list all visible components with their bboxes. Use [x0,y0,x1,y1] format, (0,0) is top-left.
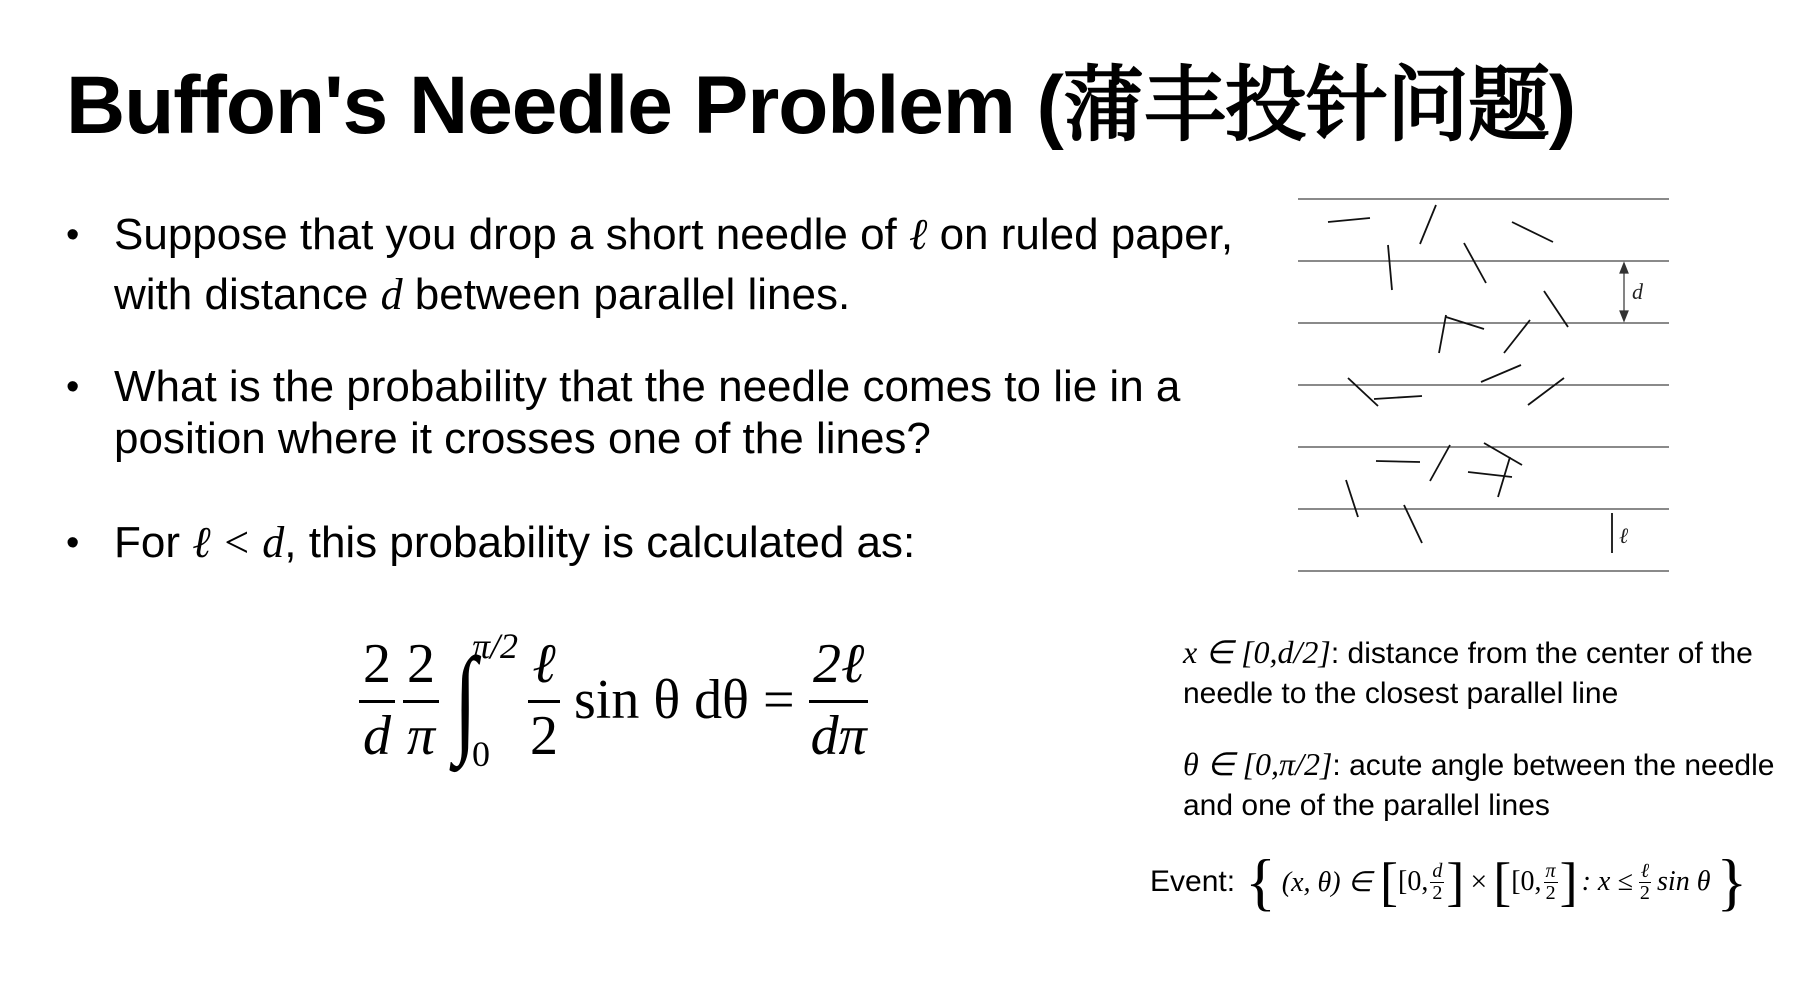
bullet-1-text-a: Suppose that you drop a short needle of [114,210,910,259]
x-description: : distance from the center of the needle to the closest parallel line [1183,637,1753,710]
bracket-open-1: [ [1380,852,1398,912]
sine-term: sin θ [1657,866,1711,897]
needle [1484,443,1522,465]
frac-num: 2ℓ [809,635,868,703]
needle [1544,291,1568,327]
fraction-ell-over-2-small [1639,861,1651,904]
fraction-ell-over-2 [526,632,562,767]
frac-num: π [1545,859,1556,882]
fraction-2-over-pi [403,632,439,767]
needle [1430,445,1450,481]
bullet-1-text-b: on ruled paper, with distance [114,210,1234,319]
bracket-close-2: ] [1559,852,1578,912]
bullet-needle-setup [66,205,1236,325]
bullet-2-text: What is the probability that the needle comes to lie in a position where it crosses one of the lines? [114,362,1181,463]
interval-2-start: [0, [1511,866,1542,897]
frac-num: 2 [403,635,439,703]
integrand: sin θ dθ = [573,669,795,731]
title-chinese: 蒲丰投针问题 [1062,57,1549,153]
needle [1512,222,1553,242]
needle [1346,480,1358,517]
event-pair: (x, θ) ∈ [1281,867,1373,898]
bullet-question [66,361,1236,465]
frac-den: 2 [529,704,558,767]
needle [1328,218,1370,222]
frac-den: 2 [1432,881,1443,904]
title-close-paren: ) [1548,60,1576,151]
fraction-pi-over-2 [1544,861,1558,904]
left-brace: { [1245,846,1276,917]
needle [1528,378,1564,405]
needle [1374,396,1422,399]
probability-formula [355,625,875,775]
integral-symbol: ∫ [453,633,478,766]
distance-marker [1620,263,1628,321]
times-sign: × [1470,865,1488,898]
bullet-3-text-a: For [114,518,193,567]
frac-den: 2 [1545,881,1556,904]
bullet-1-text-c: between parallel lines. [402,270,851,319]
page-title [66,40,1575,157]
condition-math: ℓ < d [192,518,285,567]
label-d: d [1632,279,1643,304]
symbol-ell: ℓ [909,210,928,259]
event-label: Event: [1150,865,1236,898]
frac-num: ℓ [1640,859,1650,882]
interval-1-start: [0, [1398,866,1429,897]
lower-limit: 0 [471,734,490,774]
needle-diagram [1296,195,1671,575]
frac-num: d [1432,859,1443,882]
event-definition [1150,846,1748,917]
frac-den: π [407,704,436,767]
needle [1504,320,1530,353]
frac-den: dπ [810,704,867,767]
arrow-head-down [1620,311,1628,321]
needle [1376,461,1420,462]
theta-definition [1183,744,1815,826]
event-set [1235,846,1748,917]
theta-range-math: θ ∈ [0,π/2] [1183,746,1333,782]
label-ell: ℓ [1619,523,1629,548]
right-brace: } [1716,846,1748,917]
needle [1464,243,1486,283]
bracket-open-2: [ [1493,852,1512,912]
frac-num: 2 [359,635,395,703]
frac-num: ℓ [528,635,559,703]
bullet-condition [66,513,1236,573]
needle [1420,205,1436,244]
needle [1348,378,1378,406]
result-fraction [807,632,871,767]
arrow-head-up [1620,263,1628,273]
bullet-3-text-b: , this probability is calculated as: [284,518,916,567]
upper-limit: π/2 [471,626,518,666]
needles [1328,205,1612,553]
event-condition: : x ≤ [1581,866,1633,897]
frac-den: d [363,704,391,767]
integral-sign [449,625,518,775]
fraction-d-over-2 [1430,861,1444,904]
integral-limits [472,625,518,775]
x-definition [1183,632,1815,714]
needle [1404,505,1422,543]
frac-den: 2 [1639,881,1650,904]
symbol-d: d [380,270,403,319]
needle [1388,245,1392,290]
title-text: Buffon's Needle Problem ( [66,60,1063,151]
x-range-math: x ∈ [0,d/2] [1183,634,1331,670]
needle [1439,315,1446,353]
fraction-2-over-d [359,632,395,767]
needle [1481,365,1521,382]
variable-definitions [1183,632,1815,856]
theta-description: : acute angle between the needle and one of the parallel lines [1183,749,1775,822]
ruled-lines [1298,199,1669,571]
bracket-close-1: ] [1446,852,1465,912]
bullet-list [66,205,1236,573]
